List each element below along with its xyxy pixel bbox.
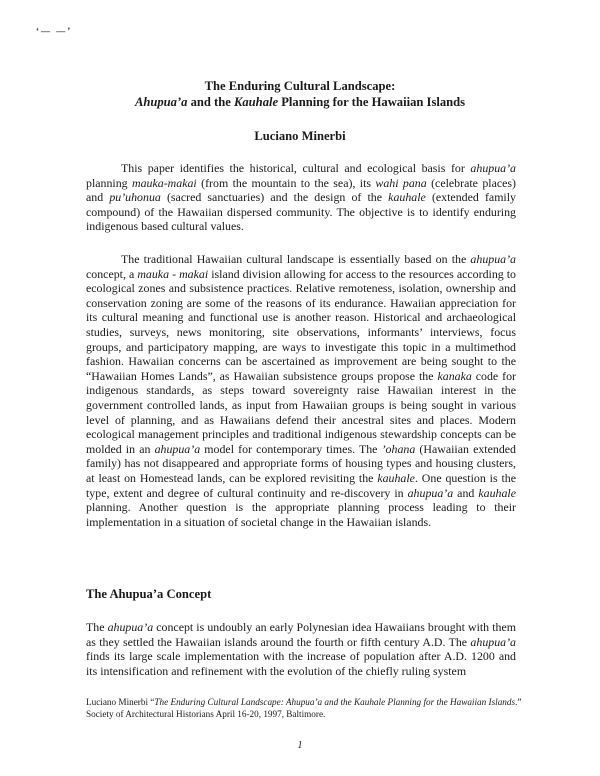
section-heading: The Ahupua’a Concept <box>86 587 212 601</box>
author-name: Luciano Minerbi <box>254 129 346 143</box>
page-number: 1 <box>297 740 303 751</box>
text-run: (from the mountain to the sea), its <box>196 175 376 190</box>
title-part: Planning for the Hawaiian Islands <box>278 95 466 109</box>
italic-term: ahupua’a <box>470 634 516 649</box>
italic-term: ahupua’a <box>107 620 154 634</box>
italic-term: kanaka <box>437 368 472 383</box>
title-line-1: The Enduring Cultural Landscape: <box>204 79 396 93</box>
paragraph-text <box>86 252 516 529</box>
text-run: The traditional Hawaiian cultural landscape is essentially based on the <box>121 252 471 266</box>
title-line-2 <box>0 94 600 110</box>
italic-term: ahupua’a <box>407 485 454 500</box>
italic-term: wahi pana <box>375 175 427 190</box>
text-run: The <box>86 620 108 634</box>
text-run: (sacred sanctuaries) and the design of the <box>160 190 389 205</box>
text-run: and <box>453 485 479 500</box>
text-run: island division allowing for access to the resources according to ecological zones and subsistence practices. Relative remoteness, isolation, ownership and conservation zoning are some of the reasons of its endurance. Hawaiian appreciation for its cultural meaning and functional use is another reason. Historical and archaeological studies, surveys, news monitoring, site observations, informants’ interviews, focus groups, and participatory mapping, are ways to investigate this topic in a multimethod fashion. Hawaiian concerns can be ascertained as improvement are being sought to the “Hawaiian Homes Lands”, as Hawaiian subsistence groups propose the <box>86 266 517 383</box>
text-run: This paper identifies the historical, cultural and ecological basis for <box>121 161 471 175</box>
text-run: concept, a <box>86 266 138 281</box>
text-run: finds its large scale implementation with the increase of population after A.D. 1200 and its intensification and refinement with the evolution of the chiefly ruling system <box>86 649 516 678</box>
italic-term: mauka - makai <box>137 266 209 281</box>
title-part: Kauhale <box>233 95 279 109</box>
text-run: . One question is the type, extent and degree of cultural continuity and re-discovery in <box>86 470 516 500</box>
italic-term: kauhale <box>478 485 516 500</box>
footer-part: Luciano Minerbi “ <box>86 697 155 707</box>
title-part: Ahupua’a <box>134 95 188 109</box>
italic-term: pu’uhonua <box>109 190 161 205</box>
italic-term: kauhale <box>388 190 426 205</box>
italic-term: mauka-makai <box>132 175 197 190</box>
citation-footer <box>86 697 526 720</box>
text-run: planning <box>86 175 132 190</box>
text-run: (extended family compound) of the Hawaiian dispersed community. The objective is to identify enduring indigenous based cultural values. <box>86 190 516 234</box>
text-run: concept is undoubly an early Polynesian idea Hawaiians brought with them as they settled the Hawaiian islands around the fourth or fifth century A.D. The <box>86 620 516 649</box>
text-run: (Hawaiian extended family) has not disappeared and appropriate forms of housing types and housing clusters, at least on Homestead lands, can be explored revisiting the <box>86 441 516 485</box>
italic-term: ahupua’a <box>154 441 201 456</box>
text-run: model for contemporary times. The <box>200 441 382 456</box>
body-paragraph <box>86 252 516 529</box>
footer-part: .” Society of Architectural Historians April 16-20, 1997, Baltimore. <box>86 697 522 719</box>
italic-term: kauhale <box>377 470 415 485</box>
text-run: (celebrate places) and <box>86 175 516 205</box>
paper-title <box>0 78 600 110</box>
section-paragraph <box>86 620 516 678</box>
abstract-paragraph <box>86 161 516 234</box>
text-run: code for indigenous standards, as steps toward sovereignty raise Hawaiian interest in the government controlled lands, as input from Hawaiian groups is being sought in various level of planning, and as Hawaiians defend their ancestral sites and places. Modern ecological management principles and traditional indigenous stewardship concepts can be molded in an <box>86 368 517 456</box>
scan-mark: ‘— —’ <box>36 26 73 36</box>
paragraph-text <box>86 161 516 234</box>
paragraph-text <box>86 620 516 678</box>
italic-term: ahupua’a <box>470 252 516 266</box>
text-run: planning. Another question is the appropriate planning process leading to their implementation in a situation of societal change in the Hawaiian islands. <box>86 500 516 529</box>
italic-term: ’ohana <box>381 441 416 456</box>
title-part: and the <box>187 95 234 109</box>
italic-term: ahupua’a <box>470 161 516 175</box>
footer-part: The Enduring Cultural Landscape: Ahupua’a and the Kauhale Planning for the Hawaiian Islands <box>154 697 516 707</box>
